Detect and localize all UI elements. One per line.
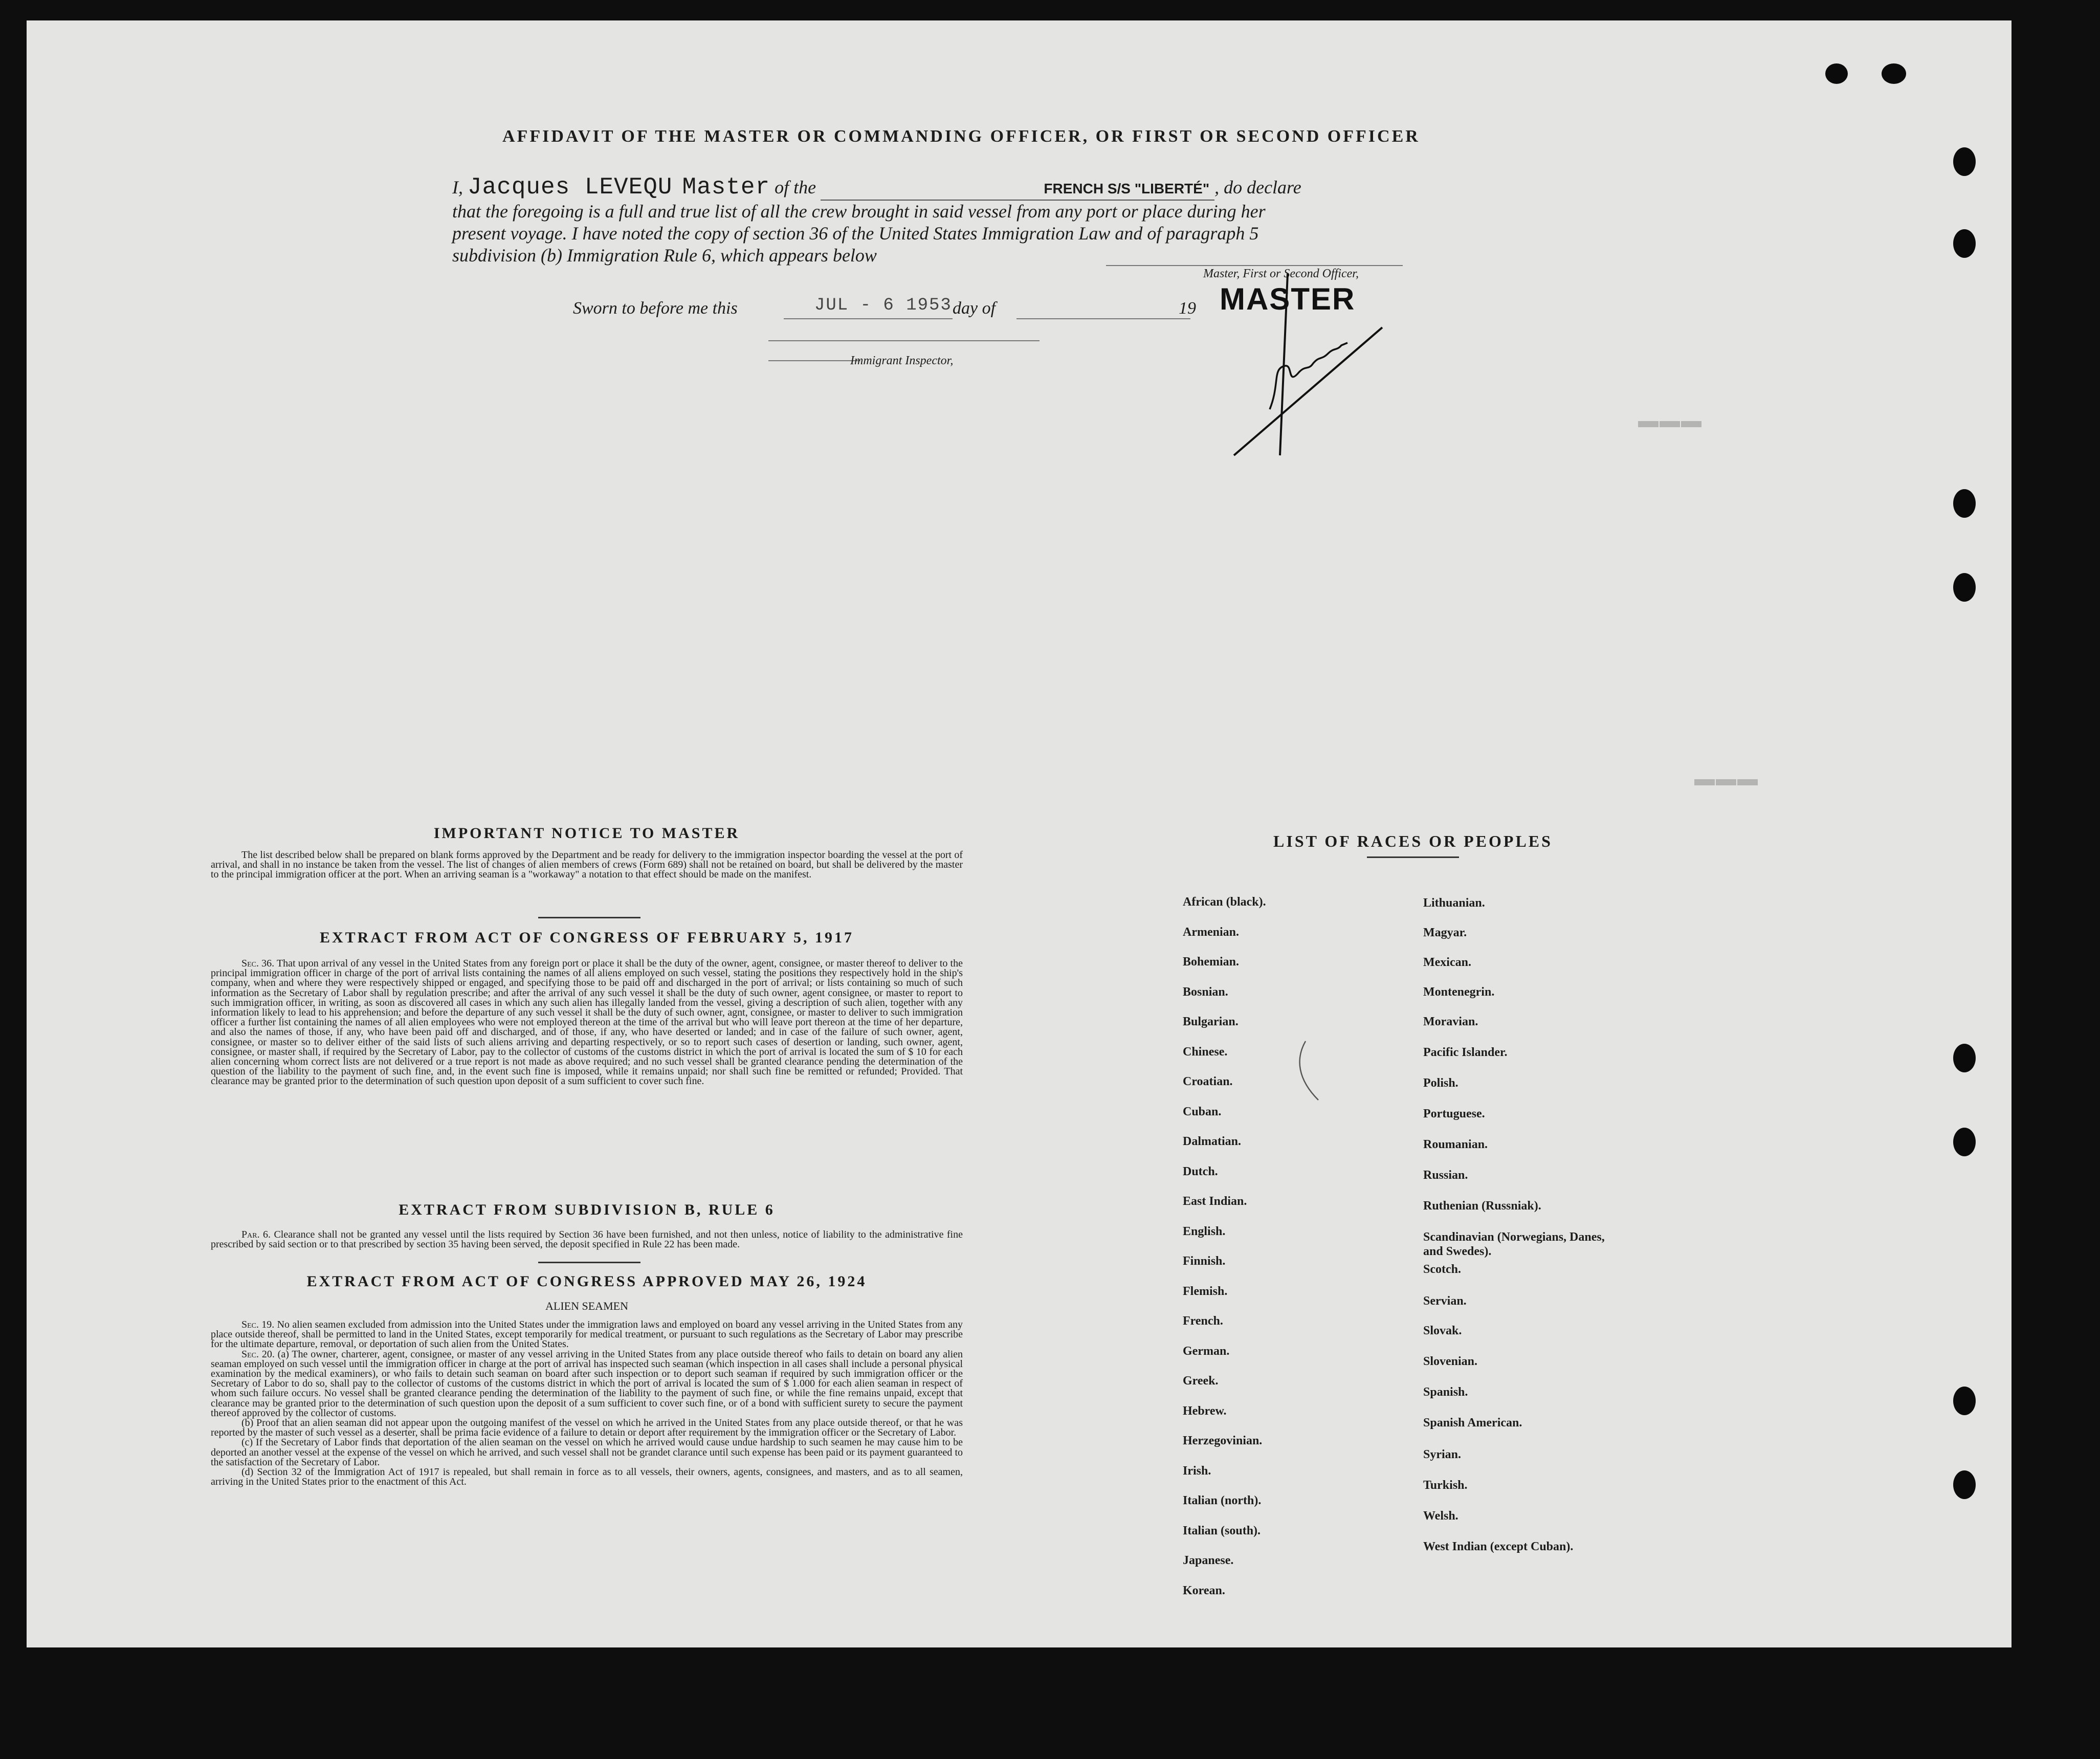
- race-item: Servian.: [1423, 1294, 1467, 1308]
- binder-hole: [1953, 573, 1976, 602]
- race-item: Dalmatian.: [1183, 1135, 1241, 1148]
- ghost-mark: ▬▬▬: [1638, 409, 1703, 432]
- race-item: Herzegovinian.: [1183, 1434, 1263, 1447]
- race-item: English.: [1183, 1225, 1226, 1238]
- notice-title: IMPORTANT NOTICE TO MASTER: [433, 825, 740, 842]
- race-item: African (black).: [1183, 895, 1266, 909]
- notice-text: The list described below shall be prepared on blank forms approved by the Department and be ready for delivery to the immigration inspector boarding the vessel at the port of arrival, and shall in no instance be taken from the vessel. The list of changes of alien members of crews (Form 689) shall not be retained on board, but shall be delivered by the master to the principal immigration officer at the port. When an arriving seaman is a "workaway" a notation to that effect should be made on the manifest.: [211, 849, 963, 881]
- extract-1924-subtitle: ALIEN SEAMEN: [545, 1300, 628, 1312]
- race-item: Portuguese.: [1423, 1107, 1485, 1120]
- binder-hole: [1953, 489, 1976, 518]
- extract-1924-title: EXTRACT FROM ACT OF CONGRESS APPROVED MAY 26, 1924: [306, 1273, 867, 1290]
- declaration-line: that the foregoing is a full and true list of all the crew brought in said vessel from any port or place during her: [452, 201, 1266, 222]
- pencil-mark: [1290, 1039, 1331, 1105]
- extract-rule6-title: EXTRACT FROM SUBDIVISION B, RULE 6: [399, 1201, 775, 1218]
- vessel-name: FRENCH S/S "LIBERTÉ": [1044, 181, 1210, 196]
- race-item: Irish.: [1183, 1464, 1211, 1478]
- race-item: West Indian (except Cuban).: [1423, 1540, 1574, 1553]
- race-item: Lithuanian.: [1423, 896, 1485, 910]
- extract-1924-text: Sec. 19. No alien seamen excluded from admission into the United States under the immigration laws and employed on board any vessel arriving in the United States from any place outside thereof, shall be permitted to land in the United States, except temporarily for medical treatment, or pursuant to such regulations as the Secretary of Labor may prescribe for the ultimate departure, removal, or deportation of such alien from the United States. Sec. 20. (a) The owner, charterer, agent, consignee, or master of any vessel arriving in the United States from any place outside thereof who fails to detain on board any alien seaman employed on such vessel until the immigration officer in charge at the port of arrival has inspected such seaman (which inspection in all cases shall include a personal physical examination by the medical examiners), or who fails to detain such seaman on board after such inspection or to deport such seaman if required by such immigration officer or the Secretary of Labor to do so, shall pay to the collector of customs of the customs district in which the port of arrival is located the sum of $ 1.000 for each alien seaman in respect of whom such failure occurs. No vessel shall be granted clearance pending the determination of the liability to the payment of such fine, or while the fine remains unpaid, except that clearance may be granted prior to the determination of such question upon the deposit of a sum sufficient to cover such fine, or of a bond with sufficient surety to secure the payment thereof approved by the collector of customs. (b) Proof that an alien seaman did not appear upon the outgoing manifest of the vessel on which he arrived in the United States from any place outside thereof, or that he was reported by the master of such vessel as a deserter, shall be prima facie evidence of a failure to detain or deport after requirement by the immigration officer or the Secretary of Labor. (c) If the Secretary of Labor finds that deportation of the alien seaman on the vessel on which he arrived would cause undue hardship to such seamen he may cause him to be deported an another vessel at the expense of the vessel on which he arrived, and such vessel shall not be grandet clarance until such expense has been paid or its payment guaranteed to the satisfaction of the Secretary of Labor. (d) Section 32 of the Immigration Act of 1917 is repealed, but shall remain in force as to all vessels, their owners, agents, consignees, and masters, and as to all seamen, arriving in the United States prior to the enactment of this Act.: [211, 1319, 963, 1488]
- race-item: East Indian.: [1183, 1195, 1247, 1208]
- race-item: Chinese.: [1183, 1045, 1228, 1059]
- race-item: Bulgarian.: [1183, 1015, 1239, 1028]
- race-item: Italian (south).: [1183, 1524, 1261, 1537]
- race-item: Ruthenian (Russniak).: [1423, 1199, 1541, 1213]
- races-divider: [1367, 856, 1459, 858]
- master-stamp: MASTER: [1220, 282, 1356, 316]
- binder-hole: [1953, 1128, 1976, 1156]
- affidavit-declaration: I, Jacques LEVEQU Master of the FRENCH S/S "LIBERTÉ" , do declare that the foregoing is a full and true list of all the crew brought in said vessel from any port or place during her present voyage. I have noted the copy of section 36 of the United States Immigration Law and of paragraph 5 subdivision (b) Immigration Rule 6, which appears below: [452, 177, 1424, 267]
- sworn-label: Sworn to before me this: [573, 299, 738, 318]
- race-item: Spanish.: [1423, 1386, 1468, 1399]
- race-item: Turkish.: [1423, 1479, 1468, 1492]
- officer-label: Master, First or Second Officer,: [1203, 267, 1359, 280]
- race-item: Syrian.: [1423, 1448, 1462, 1461]
- race-item: Cuban.: [1183, 1105, 1222, 1118]
- binder-hole: [1953, 1044, 1976, 1072]
- race-item: Italian (north).: [1183, 1494, 1262, 1507]
- race-item: Scotch.: [1423, 1263, 1461, 1276]
- race-item: Polish.: [1423, 1076, 1458, 1090]
- section-divider: [538, 917, 640, 918]
- race-item: Spanish American.: [1423, 1416, 1522, 1430]
- inspector-label: Immigrant Inspector,: [850, 354, 954, 367]
- date-line: [784, 318, 953, 319]
- race-item: Mexican.: [1423, 956, 1471, 969]
- master-name: Jacques LEVEQU: [468, 174, 673, 201]
- race-item: Bosnian.: [1183, 985, 1228, 999]
- date-stamp: JUL - 6 1953: [814, 296, 952, 315]
- race-item: Roumanian.: [1423, 1138, 1488, 1151]
- extract-rule6-text: Par. 6. Clearance shall not be granted any vessel until the lists required by Section 36 have been furnished, and not then unless, notice of liability to the administrative fine prescribed by said section or to that prescribed by section 35 having been served, the deposit specified in Rule 22 has been made.: [211, 1229, 963, 1250]
- race-item: Russian.: [1423, 1169, 1468, 1182]
- race-item: Hebrew.: [1183, 1404, 1227, 1418]
- race-item: Bohemian.: [1183, 955, 1240, 969]
- extract-1917-text: Sec. 36. That upon arrival of any vessel in the United States from any foreign port or place it shall be the duty of the owner, agent, consignee, or master thereof to deliver to the principal immigration officer in charge of the port of arrival lists containing the names of all aliens employed on such vessel, stating the positions they respectively hold in the ship's company, when and where they were respectively shipped or engaged, and specifying those to be paid off and discharged in the port of arrival; or lists containing so much of such information as the Secretary of Labor shall by regulation prescribe; and after the arrival of any such vessel it shall be the duty of such owner, agent consignee, or master to report to such immigration officer, in writing, as soon as discovered all cases in which any such alien has illegally landed from the vessel, giving a description of such alien, together with any information likely to lead to his apprehension; and before the departure of any such vessel it shall be the duty of such owner, agnt, consignee, or master to deliver to such immigration officer a further list containing the names of all alien employees who were not employed thereon at the time of the arrival but who will leave port thereon at the time of her departure, and also the names of those, if any, who have been paid off and discharged, and of those, if any, who have deserted or landed; and in case of the failure of such owner, agent, consignee, or master so to deliver either of the said lists of such aliens arriving and departing respectively, or so to report such cases of desertion or landing, such owner, agent, consignee, or master shall, if required by the Secretary of Labor, pay to the collector of customs of the customs district in which the port of arrival is located the sum of $ 10 for each alien concerning whom correct lists are not delivered or a true report is not made as above required; and no such vessel shall be granted clearance pending the determination of the question of the liability to the payment of such fine, and, in the event such fine is imposed, while it remains unpaid; nor shall such fine be remitted or refunded; Provided. That clearance may be granted prior to the determination of such question upon deposit of a sum sufficient to cover such fine.: [211, 958, 963, 1087]
- race-item: Dutch.: [1183, 1165, 1218, 1178]
- document-page: [27, 20, 2011, 1647]
- section-divider: [538, 1262, 640, 1263]
- declaration-line: present voyage. I have noted the copy of section 36 of the United States Immigration Law and of paragraph 5: [452, 223, 1259, 244]
- race-item: Croatian.: [1183, 1075, 1233, 1088]
- race-item: Korean.: [1183, 1584, 1225, 1597]
- master-rank: Master: [682, 174, 770, 201]
- binder-hole: [1953, 147, 1976, 176]
- day-of-label: day of: [953, 299, 996, 318]
- ghost-mark: ▬▬▬: [1694, 767, 1759, 790]
- inspector-signature-line: [768, 360, 860, 361]
- binder-hole: [1825, 63, 1848, 84]
- affidavit-title: AFFIDAVIT OF THE MASTER OR COMMANDING OFFICER, OR FIRST OR SECOND OFFICER: [502, 127, 1420, 146]
- race-item: Armenian.: [1183, 926, 1239, 939]
- race-item: French.: [1183, 1314, 1223, 1328]
- race-item: German.: [1183, 1345, 1230, 1358]
- race-item: Greek.: [1183, 1374, 1219, 1388]
- handwritten-signature: [1203, 251, 1439, 466]
- race-item: Magyar.: [1423, 926, 1467, 939]
- race-item: Montenegrin.: [1423, 985, 1495, 999]
- binder-hole: [1953, 1470, 1976, 1499]
- race-item: Welsh.: [1423, 1509, 1458, 1523]
- race-item: Scandinavian (Norwegians, Danes, and Swedes).: [1423, 1230, 1605, 1258]
- race-item: Slovenian.: [1423, 1355, 1478, 1368]
- race-item: Pacific Islander.: [1423, 1046, 1508, 1059]
- races-title: LIST OF RACES OR PEOPLES: [1273, 832, 1553, 850]
- declaration-line: subdivision (b) Immigration Rule 6, which appears below: [452, 245, 877, 266]
- year-prefix: 19: [1179, 299, 1196, 318]
- inspector-line: [768, 340, 1040, 341]
- race-item: Japanese.: [1183, 1554, 1234, 1567]
- binder-hole: [1953, 1387, 1976, 1415]
- race-item: Flemish.: [1183, 1285, 1228, 1298]
- binder-hole: [1882, 63, 1906, 84]
- race-item: Slovak.: [1423, 1324, 1462, 1337]
- race-item: Finnish.: [1183, 1255, 1226, 1268]
- month-line: [1016, 318, 1190, 319]
- race-item: Moravian.: [1423, 1015, 1478, 1028]
- binder-hole: [1953, 229, 1976, 258]
- extract-1917-title: EXTRACT FROM ACT OF CONGRESS OF FEBRUARY 5, 1917: [319, 929, 854, 946]
